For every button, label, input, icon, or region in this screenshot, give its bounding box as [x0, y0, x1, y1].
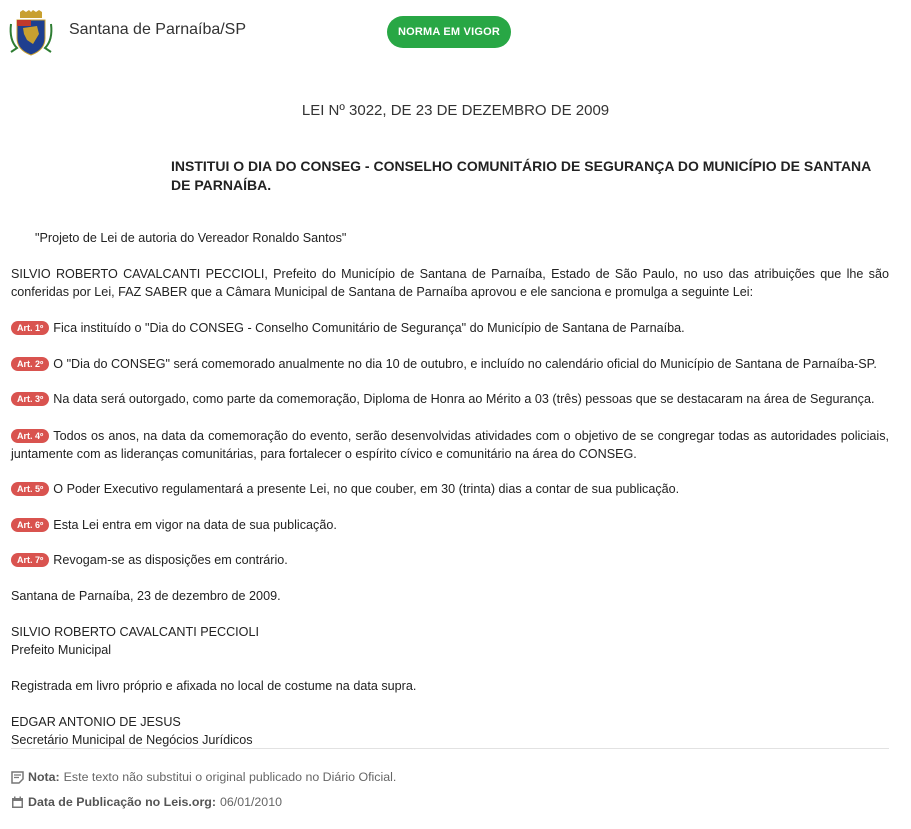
article-text: Todos os anos, na data da comemoração do evento, serão desenvolvidas atividades com o objetivo de se congregar todas as autoridades policiais, juntamente com as lideranças comunitárias, para fortalecer o espírito cívico e comunitário na área do CONSEG. [11, 429, 889, 461]
article-text: O "Dia do CONSEG" será comemorado anualmente no dia 10 de outubro, e incluído no calendário oficial do Município de Santana de Parnaíba-SP. [53, 357, 877, 371]
law-summary: INSTITUI O DIA DO CONSEG - CONSELHO COMUNITÁRIO DE SEGURANÇA DO MUNICÍPIO DE SANTANA DE PARNAÍBA. [171, 158, 871, 193]
publication-label: Data de Publicação no Leis.org: [28, 795, 216, 809]
article-badge: Art. 7º [11, 553, 49, 567]
preamble: SILVIO ROBERTO CAVALCANTI PECCIOLI, Prefeito do Município de Santana de Parnaíba, Estado de São Paulo, no uso das atribuições que lhe são conferidas por Lei, FAZ SABER que a Câmara Municipal de Santana de Parnaíba aprovou e ele sanciona e promulga a seguinte Lei: [11, 267, 889, 299]
signer-name: SILVIO ROBERTO CAVALCANTI PECCIOLI [11, 625, 259, 639]
place-date: Santana de Parnaíba, 23 de dezembro de 2009. [11, 589, 281, 603]
publication-date: 06/01/2010 [219, 795, 282, 809]
article-badge: Art. 3º [11, 392, 49, 406]
article-text: Revogam-se as disposições em contrário. [53, 553, 288, 567]
authorship-note: "Projeto de Lei de autoria do Vereador Ronaldo Santos" [35, 231, 347, 245]
secretary-role: Secretário Municipal de Negócios Jurídicos [11, 733, 253, 747]
law-title: LEI Nº 3022, DE 23 DE DEZEMBRO DE 2009 [301, 102, 610, 119]
article-2 [11, 355, 889, 373]
article-badge: Art. 6º [11, 518, 49, 532]
city-name: Santana de Parnaíba/SP [69, 21, 247, 38]
article-badge: Art. 1º [11, 321, 49, 335]
note-icon [11, 771, 24, 784]
calendar-icon [11, 796, 24, 809]
article-3 [11, 390, 889, 408]
footer-publication [11, 795, 282, 809]
article-1 [11, 319, 889, 337]
article-badge: Art. 4º [11, 429, 49, 443]
registration-note: Registrada em livro próprio e afixada no local de costume na data supra. [11, 679, 417, 693]
article-badge: Art. 5º [11, 482, 49, 496]
article-5 [11, 480, 889, 498]
note-label: Nota: [28, 770, 60, 784]
footer-note [11, 770, 396, 784]
city-crest-icon [7, 10, 55, 56]
signer-role: Prefeito Municipal [11, 643, 112, 657]
article-text: Na data será outorgado, como parte da comemoração, Diploma de Honra ao Mérito a 03 (três) pessoas que se destacaram na área de Segurança. [53, 392, 875, 406]
article-4 [11, 427, 889, 463]
article-text: Fica instituído o "Dia do CONSEG - Conselho Comunitário de Segurança" do Município de Santana de Parnaíba. [53, 321, 685, 335]
article-6 [11, 516, 889, 534]
article-7 [11, 551, 889, 569]
divider [11, 748, 889, 749]
status-badge: NORMA EM VIGOR [387, 16, 511, 48]
note-text: Este texto não substitui o original publicado no Diário Oficial. [63, 770, 397, 784]
secretary-name: EDGAR ANTONIO DE JESUS [11, 715, 181, 729]
article-text: Esta Lei entra em vigor na data de sua publicação. [53, 518, 337, 532]
article-text: O Poder Executivo regulamentará a presente Lei, no que couber, em 30 (trinta) dias a contar de sua publicação. [53, 482, 680, 496]
article-badge: Art. 2º [11, 357, 49, 371]
page-header [0, 0, 911, 62]
